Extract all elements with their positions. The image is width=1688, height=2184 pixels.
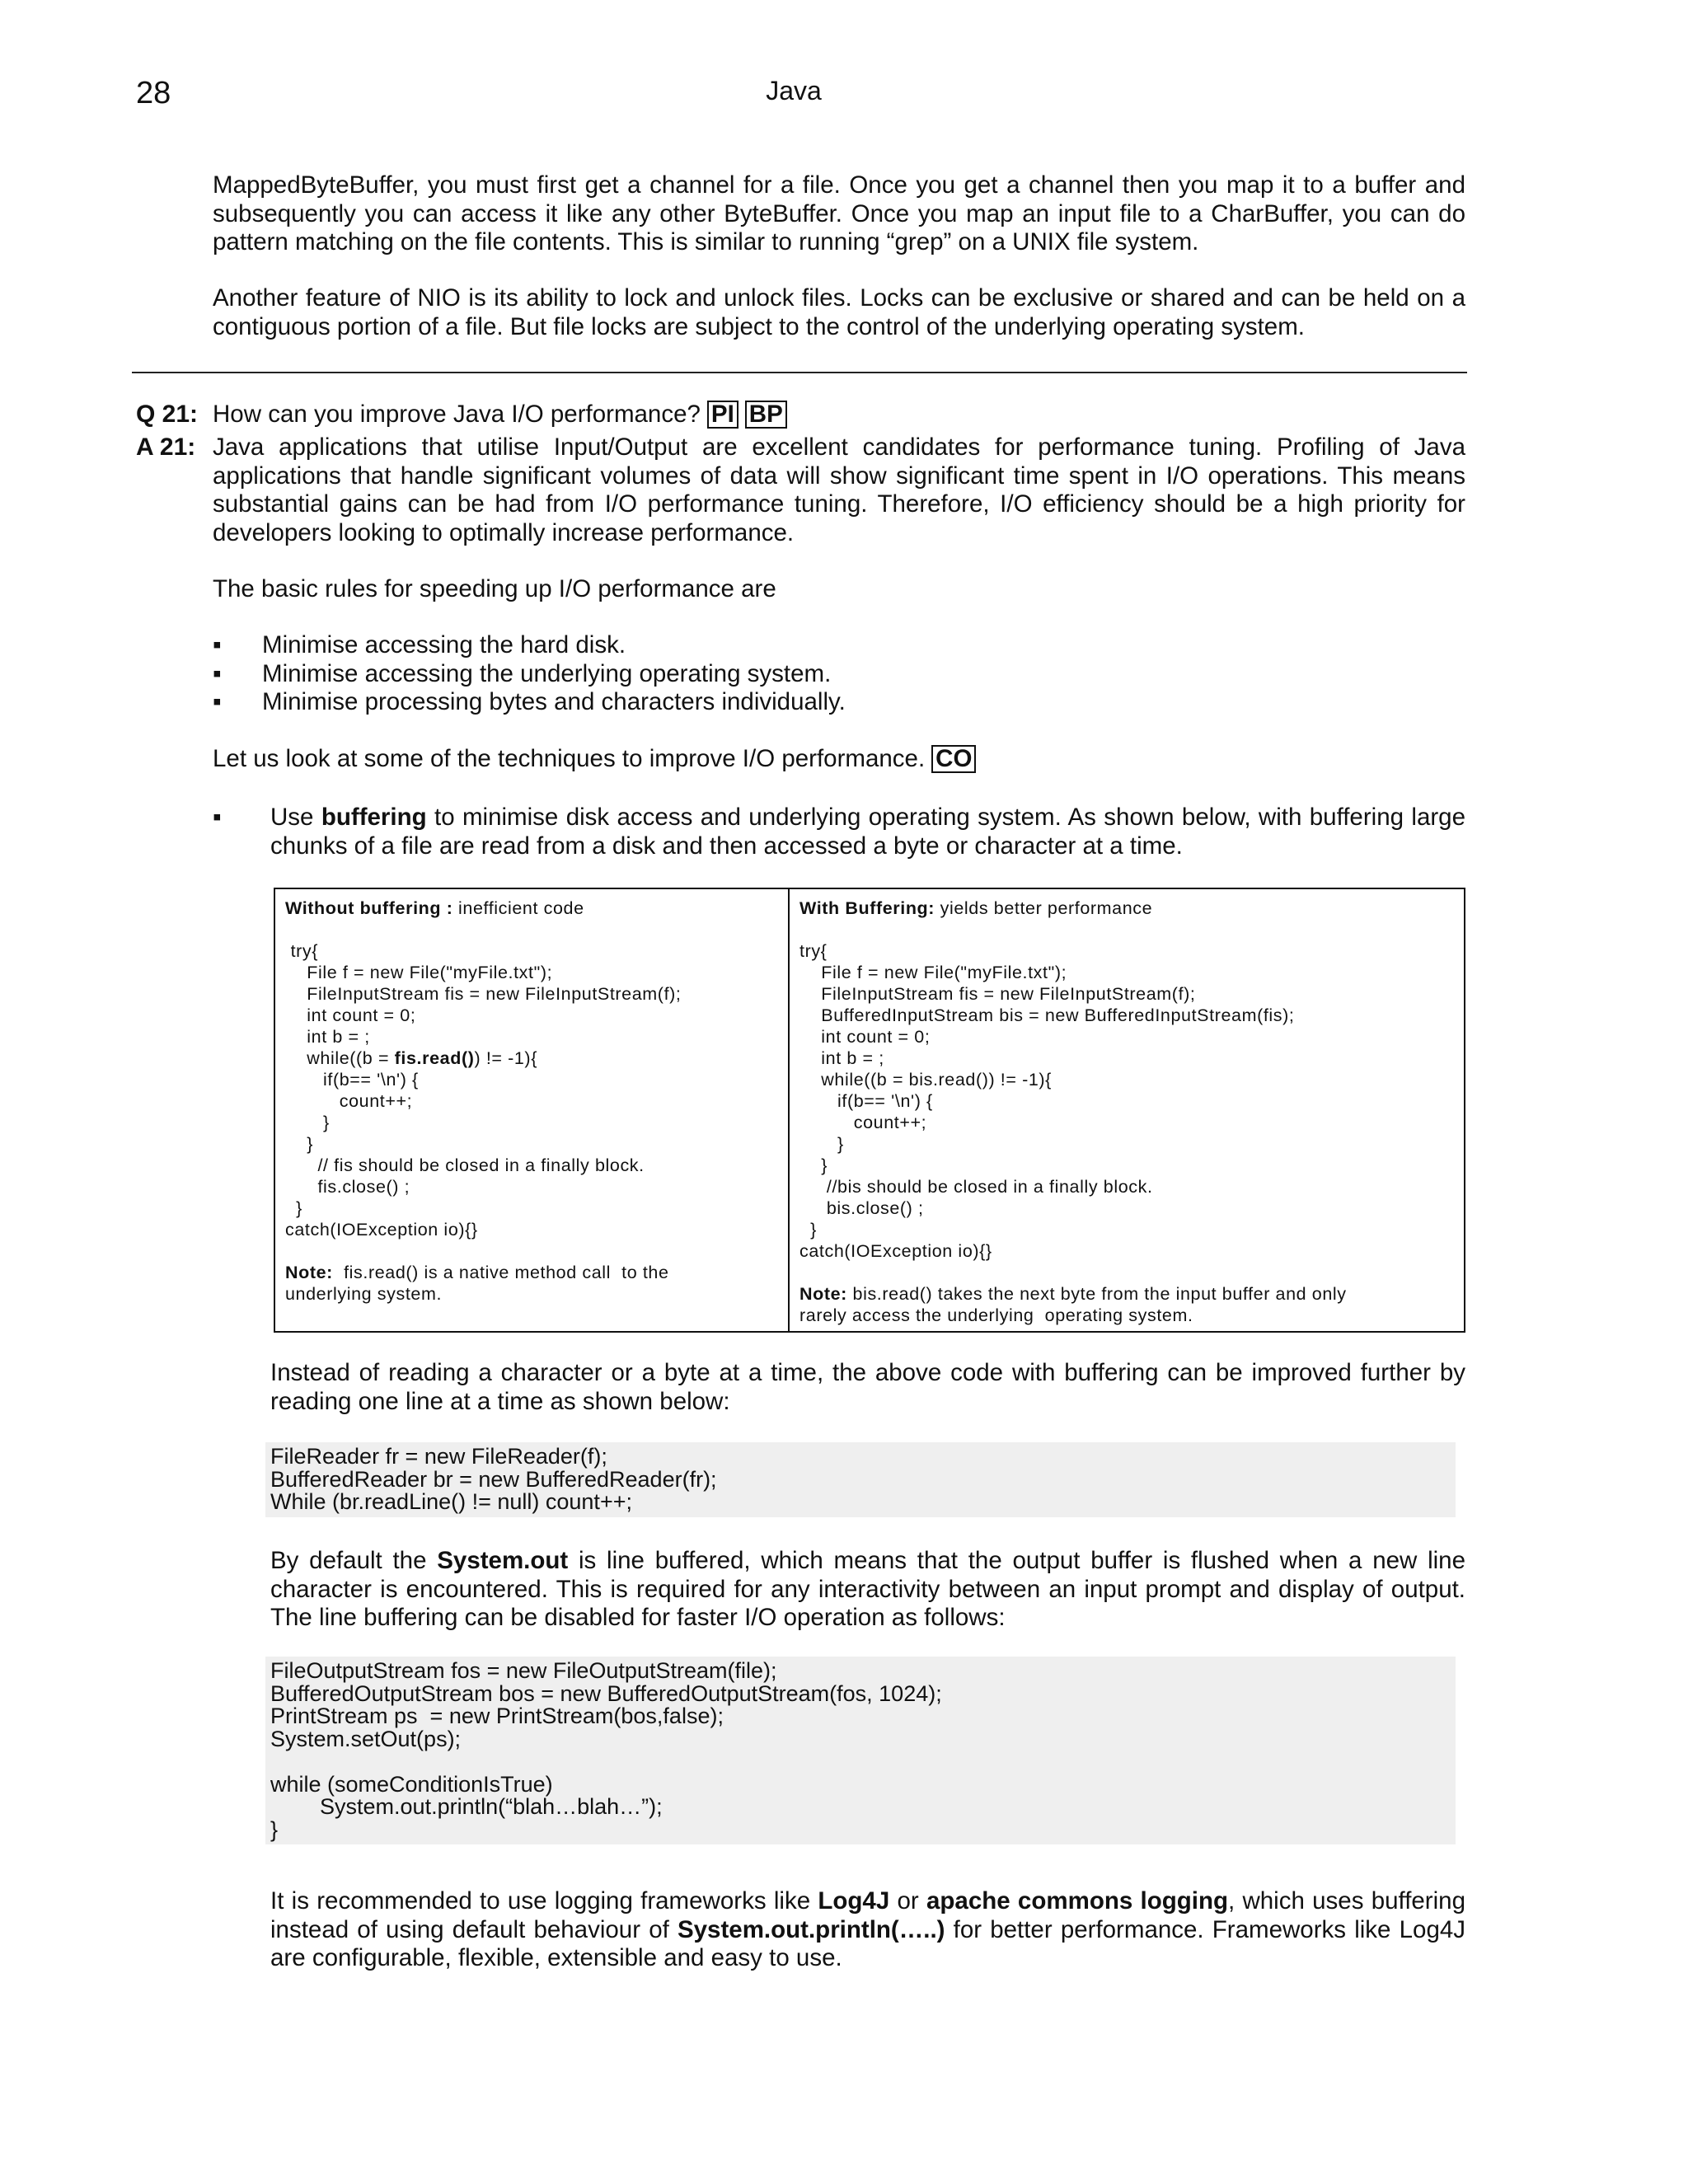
techniques-text: Let us look at some of the techniques to improve I/O performance. [213,745,926,772]
without-buffering-heading-bold: Without buffering : [285,898,453,918]
running-title: Java [766,76,822,105]
code-part-2: ) != -1){ if(b== '\n') { count++; } } // fis should be closed in a finally block. fis.close() ; } catch(IOException io){} [285,1048,645,1240]
tag-co: CO [931,745,976,773]
readline-paragraph: Instead of reading a character or a byte at a time, the above code with buffering can be improved further by reading one line at a time as shown below: [270,1359,1465,1415]
buffering-bold: buffering [321,804,427,831]
logging-t1: It is recommended to use logging frameworks like [270,1887,818,1915]
rules-list [213,631,1465,717]
code-bold-read: fis.read() [394,1048,475,1068]
logging-b1: Log4J [818,1887,890,1915]
list-item: ▪ Minimise processing bytes and characters individually. [213,688,1465,717]
note-label: Note: [285,1263,333,1282]
list-item: ▪ Minimise accessing the underlying operating system. [213,660,1465,689]
intro-paragraph-1: MappedByteBuffer, you must first get a channel for a file. Once you get a channel then you map it to a buffer and subsequently you can access it like any other ByteBuffer. Once you map an input file to a CharBuffer, you can do pattern matching on the file contents. This is similar to running “grep” on a UNIX file system. [213,171,1465,255]
without-buffering-heading [285,898,778,919]
question-text [213,401,1465,429]
with-buffering-heading-rest: yields better performance [935,898,1153,918]
section-divider [132,372,1467,373]
with-buffering-note [799,1283,1454,1326]
answer-label: A 21: [136,434,196,461]
buffering-post: to minimise disk access and underlying operating system. As shown below, with buffering large chunks of a file are read from a disk and then accessed a byte or character at a time. [270,804,1465,860]
with-buffering-column [790,889,1464,1331]
tag-bp: BP [745,401,787,429]
answer-text: Java applications that utilise Input/Output are excellent candidates for performance tuning. Profiling of Java applications that handle significant volumes of data will show significant time spent in I/O operations. This means substantial gains can be had from I/O performance tuning. Therefore, I/O efficiency should be a high priority for developers looking to optimally increase performance. [213,434,1465,546]
readline-code-block [265,1442,1456,1517]
buffering-comparison-table [274,888,1465,1333]
buffering-paragraph [270,804,1465,860]
logging-b3: System.out.println(…..) [677,1915,945,1943]
sysout-bold: System.out [437,1547,569,1574]
note-text: bis.read() takes the next byte from the input buffer and only rarely access the underlying operating system. [799,1284,1347,1325]
tag-pi: PI [707,401,738,429]
buffering-pre: Use [270,804,321,831]
question-label: Q 21: [136,401,199,428]
page-number: 28 [136,76,171,110]
techniques-line [213,745,1465,774]
with-buffering-code: try{ File f = new File("myFile.txt"); FileInputStream fis = new FileInputStream(f); BufferedInputStream bis = new BufferedInputStream(fis); int count = 0; int b = ; while((b = bis.read()) != -1){ if(b== '\n') { count++; } } //bis should be closed in a finally block. bis.close() ; } catch(IOException io){} [799,941,1295,1261]
sysout-code-block [265,1657,1456,1844]
bullet-icon: ▪ [213,804,222,831]
logging-paragraph [270,1887,1465,1973]
sysout-post: is line buffered, which means that the output buffer is flushed when a new line character is encountered. This is required for any interactivity between an input prompt and display of output. The line buffering can be disabled for faster I/O operation as follows: [270,1547,1465,1631]
sysout-pre: By default the [270,1547,438,1574]
logging-b2: apache commons logging [926,1887,1229,1915]
logging-t3: , which uses buffering instead of using default behaviour of [270,1887,1465,1943]
sysout-paragraph [270,1547,1465,1633]
sysout-code: FileOutputStream fos = new FileOutputStream(file); BufferedOutputStream bos = new BufferedOutputStream(fos, 1024); PrintStream ps = new PrintStream(bos,false); System.setOut(ps); while (someConditionIsTrue) System.out.println(“blah…blah…”); } [270,1658,942,1842]
intro-paragraph-2: Another feature of NIO is its ability to lock and unlock files. Locks can be exclusive or shared and can be held on a contiguous portion of a file. But file locks are subject to the control of the underlying operating system. [213,284,1465,340]
logging-t4: for better performance. Frameworks like Log4J are configurable, flexible, extensible and easy to use. [270,1915,1466,1971]
without-buffering-code [285,940,778,1240]
logging-t2: or [889,1887,926,1915]
code-part-1: try{ File f = new File("myFile.txt"); FileInputStream fis = new FileInputStream(f); int count = 0; int b = ; while((b = [290,941,682,1068]
rules-intro: The basic rules for speeding up I/O performance are [213,575,776,602]
readline-code: FileReader fr = new FileReader(f); BufferedReader br = new BufferedReader(fr); While (br.readLine() != null) count++; [270,1444,717,1514]
question-text-body: How can you improve Java I/O performance? [213,401,701,428]
list-item: ▪ Minimise accessing the hard disk. [213,631,1465,660]
with-buffering-heading-bold: With Buffering: [799,898,935,918]
without-buffering-column [275,889,790,1331]
without-buffering-heading-rest: inefficient code [452,898,584,918]
with-buffering-heading [799,898,1454,919]
note-text: fis.read() is a native method call to the underlying system. [285,1263,669,1304]
without-buffering-note [285,1262,778,1305]
note-label: Note: [799,1284,847,1304]
